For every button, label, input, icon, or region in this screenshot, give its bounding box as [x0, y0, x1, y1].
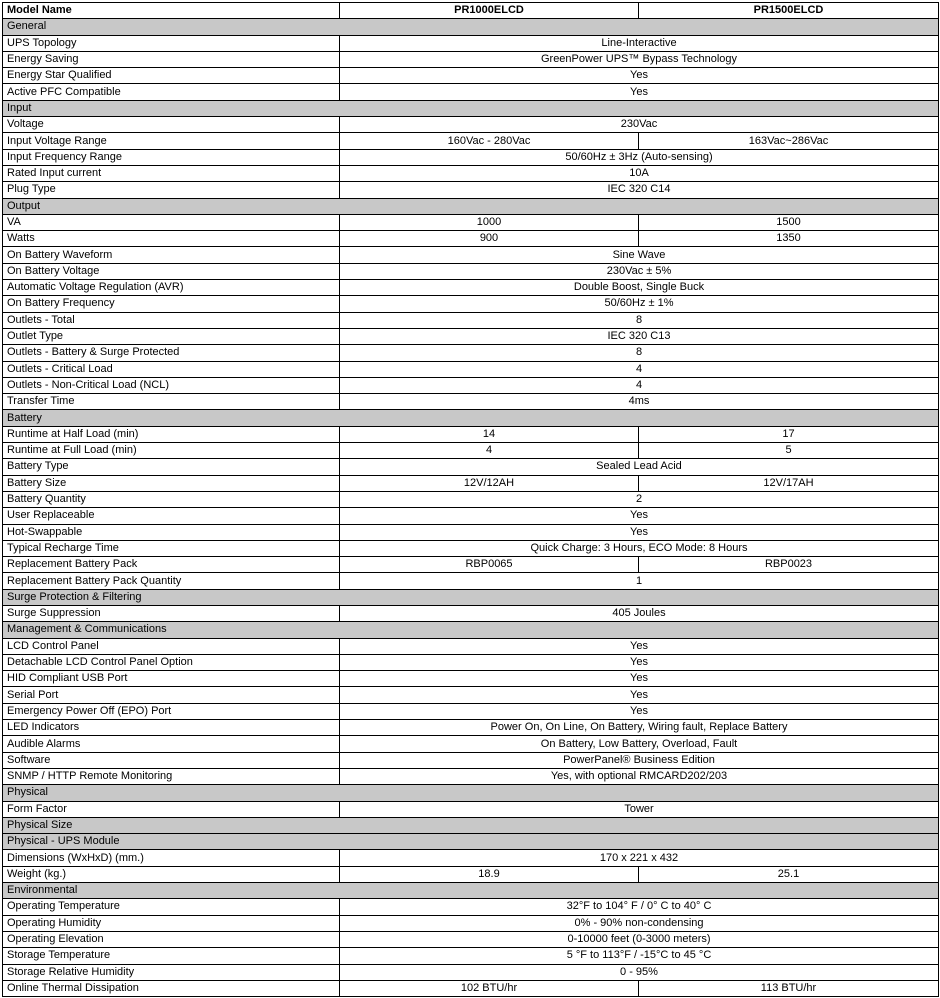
spec-row: [3, 475, 939, 491]
spec-label: Rated Input current: [3, 165, 340, 181]
spec-value-shared: 0-10000 feet (0-3000 meters): [340, 931, 939, 947]
spec-row: [3, 540, 939, 556]
spec-value-shared: Yes: [340, 68, 939, 84]
spec-value-shared: 4: [340, 361, 939, 377]
spec-label: Outlet Type: [3, 328, 340, 344]
spec-label: Watts: [3, 231, 340, 247]
spec-label: LED Indicators: [3, 720, 340, 736]
spec-row: [3, 801, 939, 817]
section-title: Physical: [3, 785, 939, 801]
spec-value-model-1: 102 BTU/hr: [340, 980, 639, 996]
spec-row: [3, 117, 939, 133]
section-title: Physical Size: [3, 817, 939, 833]
spec-value-model-2: 113 BTU/hr: [639, 980, 939, 996]
spec-label: Audible Alarms: [3, 736, 340, 752]
spec-value-shared: 8: [340, 312, 939, 328]
spec-label: Storage Relative Humidity: [3, 964, 340, 980]
spec-value-shared: Quick Charge: 3 Hours, ECO Mode: 8 Hours: [340, 540, 939, 556]
spec-label: Outlets - Battery & Surge Protected: [3, 345, 340, 361]
model-1-name: PR1000ELCD: [340, 3, 639, 19]
spec-label: Weight (kg.): [3, 866, 340, 882]
spec-label: Operating Temperature: [3, 899, 340, 915]
spec-row: [3, 654, 939, 670]
spec-value-shared: 50/60Hz ± 1%: [340, 296, 939, 312]
spec-value-model-1: 900: [340, 231, 639, 247]
spec-row: [3, 866, 939, 882]
section-header-row: [3, 834, 939, 850]
spec-label: Automatic Voltage Regulation (AVR): [3, 280, 340, 296]
spec-label: On Battery Voltage: [3, 263, 340, 279]
spec-row: [3, 394, 939, 410]
spec-value-shared: Yes: [340, 671, 939, 687]
spec-value-shared: Double Boost, Single Buck: [340, 280, 939, 296]
spec-row: [3, 605, 939, 621]
spec-value-shared: Yes: [340, 638, 939, 654]
spec-row: [3, 214, 939, 230]
spec-value-shared: Tower: [340, 801, 939, 817]
spec-label: Software: [3, 752, 340, 768]
spec-row: [3, 915, 939, 931]
spec-value-shared: GreenPower UPS™ Bypass Technology: [340, 51, 939, 67]
spec-value-shared: Line-Interactive: [340, 35, 939, 51]
spec-label: Battery Quantity: [3, 491, 340, 507]
spec-row: [3, 703, 939, 719]
spec-value-shared: 5 °F to 113°F / -15°C to 45 °C: [340, 948, 939, 964]
spec-row: [3, 491, 939, 507]
spec-row: [3, 35, 939, 51]
spec-label: Transfer Time: [3, 394, 340, 410]
spec-row: [3, 573, 939, 589]
spec-row: [3, 345, 939, 361]
spec-label: Dimensions (WxHxD) (mm.): [3, 850, 340, 866]
spec-value-shared: 230Vac ± 5%: [340, 263, 939, 279]
spec-label: Outlets - Non-Critical Load (NCL): [3, 377, 340, 393]
section-header-row: [3, 100, 939, 116]
spec-label: SNMP / HTTP Remote Monitoring: [3, 768, 340, 784]
spec-label: On Battery Waveform: [3, 247, 340, 263]
section-header-row: [3, 198, 939, 214]
spec-value-shared: Yes, with optional RMCARD202/203: [340, 768, 939, 784]
spec-value-shared: Yes: [340, 84, 939, 100]
spec-value-shared: 32°F to 104° F / 0° C to 40° C: [340, 899, 939, 915]
spec-value-model-1: 12V/12AH: [340, 475, 639, 491]
spec-row: [3, 263, 939, 279]
spec-row: [3, 296, 939, 312]
section-title: Management & Communications: [3, 622, 939, 638]
section-title: Environmental: [3, 883, 939, 899]
spec-row: [3, 165, 939, 181]
spec-value-model-2: 1500: [639, 214, 939, 230]
spec-label: Typical Recharge Time: [3, 540, 340, 556]
spec-row: [3, 280, 939, 296]
spec-row: [3, 133, 939, 149]
spec-row: [3, 68, 939, 84]
spec-value-shared: Yes: [340, 654, 939, 670]
spec-row: [3, 426, 939, 442]
spec-value-shared: Yes: [340, 508, 939, 524]
spec-value-shared: 50/60Hz ± 3Hz (Auto-sensing): [340, 149, 939, 165]
spec-row: [3, 508, 939, 524]
spec-value-shared: IEC 320 C13: [340, 328, 939, 344]
spec-value-shared: 4: [340, 377, 939, 393]
section-header-row: [3, 817, 939, 833]
spec-label: Input Frequency Range: [3, 149, 340, 165]
spec-row: [3, 752, 939, 768]
spec-row: [3, 931, 939, 947]
spec-row: [3, 736, 939, 752]
spec-value-model-2: RBP0023: [639, 557, 939, 573]
spec-label: LCD Control Panel: [3, 638, 340, 654]
spec-label: User Replaceable: [3, 508, 340, 524]
spec-label: Runtime at Half Load (min): [3, 426, 340, 442]
spec-row: [3, 149, 939, 165]
spec-row: [3, 231, 939, 247]
spec-label: Hot-Swappable: [3, 524, 340, 540]
section-header-row: [3, 622, 939, 638]
spec-value-shared: 0% - 90% non-condensing: [340, 915, 939, 931]
spec-value-model-2: 25.1: [639, 866, 939, 882]
spec-label: Input Voltage Range: [3, 133, 340, 149]
spec-label: Replacement Battery Pack: [3, 557, 340, 573]
spec-value-model-2: 12V/17AH: [639, 475, 939, 491]
spec-value-shared: Sealed Lead Acid: [340, 459, 939, 475]
spec-row: [3, 459, 939, 475]
spec-label: Battery Size: [3, 475, 340, 491]
spec-value-model-1: 14: [340, 426, 639, 442]
spec-row: [3, 850, 939, 866]
spec-value-model-1: 4: [340, 443, 639, 459]
spec-value-shared: 170 x 221 x 432: [340, 850, 939, 866]
spec-row: [3, 328, 939, 344]
spec-value-model-1: RBP0065: [340, 557, 639, 573]
spec-value-shared: Power On, On Line, On Battery, Wiring fault, Replace Battery: [340, 720, 939, 736]
model-2-name: PR1500ELCD: [639, 3, 939, 19]
model-name-label: Model Name: [3, 3, 340, 19]
spec-label: Energy Saving: [3, 51, 340, 67]
spec-value-shared: 8: [340, 345, 939, 361]
spec-row: [3, 980, 939, 996]
spec-label: Energy Star Qualified: [3, 68, 340, 84]
spec-label: Form Factor: [3, 801, 340, 817]
spec-value-shared: Yes: [340, 687, 939, 703]
spec-label: Outlets - Critical Load: [3, 361, 340, 377]
section-header-row: [3, 589, 939, 605]
spec-value-model-1: 1000: [340, 214, 639, 230]
spec-value-shared: 4ms: [340, 394, 939, 410]
section-header-row: [3, 883, 939, 899]
spec-label: Storage Temperature: [3, 948, 340, 964]
section-header-row: [3, 19, 939, 35]
spec-label: Active PFC Compatible: [3, 84, 340, 100]
spec-table: [2, 2, 939, 997]
spec-label: On Battery Frequency: [3, 296, 340, 312]
spec-row: [3, 524, 939, 540]
spec-label: Operating Elevation: [3, 931, 340, 947]
section-title: Input: [3, 100, 939, 116]
spec-value-shared: Yes: [340, 703, 939, 719]
section-title: Physical - UPS Module: [3, 834, 939, 850]
spec-label: Battery Type: [3, 459, 340, 475]
spec-label: Surge Suppression: [3, 605, 340, 621]
spec-value-shared: PowerPanel® Business Edition: [340, 752, 939, 768]
spec-row: [3, 84, 939, 100]
spec-label: UPS Topology: [3, 35, 340, 51]
spec-value-shared: Sine Wave: [340, 247, 939, 263]
spec-label: Emergency Power Off (EPO) Port: [3, 703, 340, 719]
spec-label: Voltage: [3, 117, 340, 133]
section-title: Output: [3, 198, 939, 214]
spec-label: Serial Port: [3, 687, 340, 703]
spec-value-shared: On Battery, Low Battery, Overload, Fault: [340, 736, 939, 752]
spec-value-model-2: 163Vac~286Vac: [639, 133, 939, 149]
spec-row: [3, 361, 939, 377]
spec-row: [3, 312, 939, 328]
spec-row: [3, 899, 939, 915]
spec-label: Outlets - Total: [3, 312, 340, 328]
section-header-row: [3, 785, 939, 801]
spec-value-model-2: 1350: [639, 231, 939, 247]
spec-label: Online Thermal Dissipation: [3, 980, 340, 996]
spec-value-shared: Yes: [340, 524, 939, 540]
spec-row: [3, 443, 939, 459]
spec-row: [3, 638, 939, 654]
section-header-row: [3, 410, 939, 426]
spec-row: [3, 671, 939, 687]
spec-row: [3, 964, 939, 980]
spec-label: VA: [3, 214, 340, 230]
spec-value-shared: 0 - 95%: [340, 964, 939, 980]
spec-value-shared: 1: [340, 573, 939, 589]
spec-value-shared: 10A: [340, 165, 939, 181]
section-title: Surge Protection & Filtering: [3, 589, 939, 605]
section-title: Battery: [3, 410, 939, 426]
spec-value-shared: 230Vac: [340, 117, 939, 133]
spec-label: Runtime at Full Load (min): [3, 443, 340, 459]
section-title: General: [3, 19, 939, 35]
spec-value-model-1: 18.9: [340, 866, 639, 882]
header-row: [3, 3, 939, 19]
spec-value-model-1: 160Vac - 280Vac: [340, 133, 639, 149]
spec-row: [3, 768, 939, 784]
spec-value-model-2: 17: [639, 426, 939, 442]
spec-row: [3, 377, 939, 393]
spec-row: [3, 720, 939, 736]
spec-row: [3, 687, 939, 703]
spec-value-shared: IEC 320 C14: [340, 182, 939, 198]
spec-row: [3, 51, 939, 67]
spec-value-shared: 405 Joules: [340, 605, 939, 621]
spec-label: HID Compliant USB Port: [3, 671, 340, 687]
spec-row: [3, 948, 939, 964]
spec-label: Detachable LCD Control Panel Option: [3, 654, 340, 670]
spec-row: [3, 247, 939, 263]
spec-label: Plug Type: [3, 182, 340, 198]
spec-value-model-2: 5: [639, 443, 939, 459]
spec-row: [3, 182, 939, 198]
spec-label: Operating Humidity: [3, 915, 340, 931]
spec-row: [3, 557, 939, 573]
spec-table-body: [3, 3, 939, 997]
spec-label: Replacement Battery Pack Quantity: [3, 573, 340, 589]
spec-value-shared: 2: [340, 491, 939, 507]
